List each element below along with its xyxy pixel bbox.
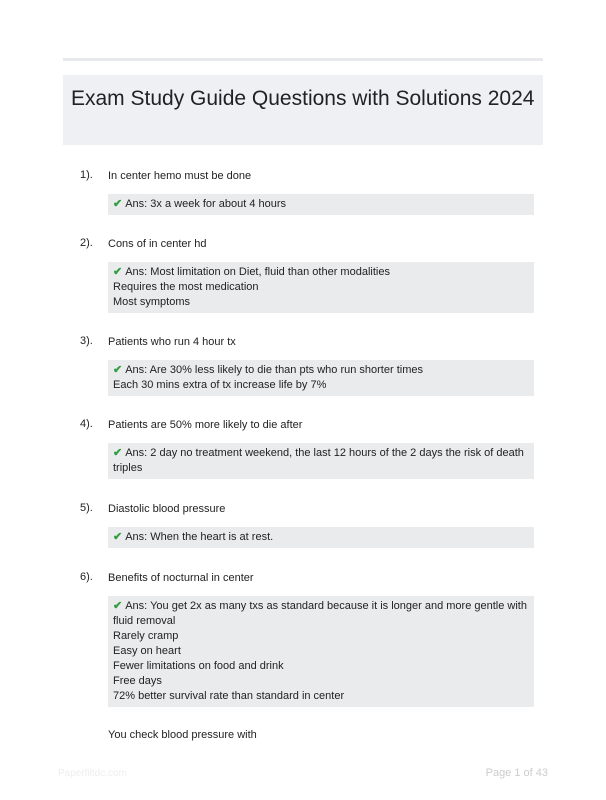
question-text: Diastolic blood pressure <box>108 503 226 515</box>
question-text: Patients who run 4 hour tx <box>108 336 236 348</box>
check-icon: ✔ <box>113 198 123 210</box>
answer-line: Easy on heart <box>113 645 181 657</box>
trailing-question-text: You check blood pressure with <box>108 729 257 741</box>
title-banner <box>63 75 543 145</box>
answer-line: Ans: When the heart is at rest. <box>125 531 274 543</box>
question-number: 1). <box>80 169 93 181</box>
answer-line: Ans: Most limitation on Diet, fluid than other modalities <box>125 266 390 278</box>
question-number: 3). <box>80 335 93 347</box>
question-number: 5). <box>80 502 93 514</box>
check-icon: ✔ <box>113 600 123 612</box>
page-title: Exam Study Guide Questions with Solutions 2024 <box>71 87 535 110</box>
question-text: In center hemo must be done <box>108 170 252 182</box>
answer-line: Most symptoms <box>113 296 191 308</box>
answer-line: Ans: You get 2x as many txs as standard because it is longer and more gentle with <box>125 600 527 612</box>
answer-line: Ans: 3x a week for about 4 hours <box>125 198 287 210</box>
question-text: Benefits of nocturnal in center <box>108 572 254 584</box>
question-number: 2). <box>80 237 93 249</box>
answer-line: Ans: 2 day no treatment weekend, the last 12 hours of the 2 days the risk of death <box>125 447 524 459</box>
footer-watermark: Paperfiltdc.com <box>58 768 127 779</box>
answer-line: Fewer limitations on food and drink <box>113 660 284 672</box>
question-text: Cons of in center hd <box>108 238 207 250</box>
answer-box <box>108 194 534 215</box>
answer-line: Rarely cramp <box>113 630 179 642</box>
answer-box <box>108 443 534 479</box>
answer-box <box>108 527 534 548</box>
answer-line: 72% better survival rate than standard in center <box>113 690 345 702</box>
check-icon: ✔ <box>113 447 123 459</box>
question-number: 4). <box>80 418 93 430</box>
check-icon: ✔ <box>113 266 123 278</box>
answer-line: Requires the most medication <box>113 281 259 293</box>
answer-line: Free days <box>113 675 162 687</box>
answer-line: triples <box>113 462 143 474</box>
question-text: Patients are 50% more likely to die after <box>108 419 303 431</box>
answer-line: fluid removal <box>113 615 176 627</box>
answer-box <box>108 262 534 313</box>
check-icon: ✔ <box>113 364 123 376</box>
page-number: Page 1 of 43 <box>485 767 548 779</box>
question-number: 6). <box>80 571 93 583</box>
top-divider <box>63 58 543 61</box>
answer-line: Each 30 mins extra of tx increase life by 7% <box>113 379 327 391</box>
answer-line: Ans: Are 30% less likely to die than pts who run shorter times <box>125 364 423 376</box>
answer-box <box>108 596 534 707</box>
answer-box <box>108 360 534 396</box>
check-icon: ✔ <box>113 531 123 543</box>
